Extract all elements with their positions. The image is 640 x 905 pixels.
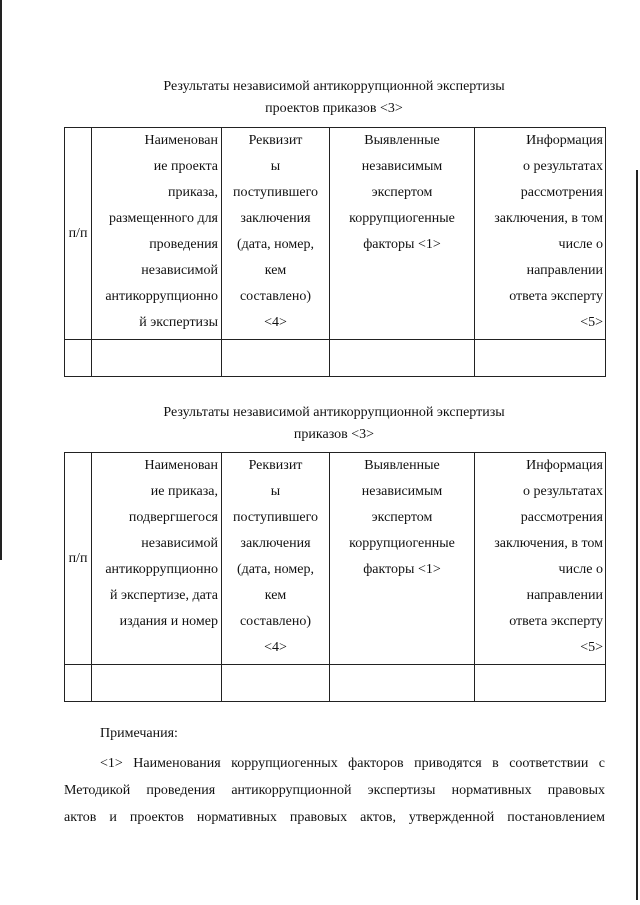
table1-cell[interactable]	[92, 340, 222, 377]
table1-cell[interactable]	[222, 340, 330, 377]
table1-title	[64, 76, 604, 120]
table1-header-number: п/п	[65, 128, 92, 340]
table2-cell[interactable]	[65, 665, 92, 702]
table2-header-number: п/п	[65, 453, 92, 665]
table1-title-line1: Результаты независимой антикоррупционной экспертизы	[163, 79, 505, 94]
page-left-border	[0, 0, 2, 560]
table1-cell[interactable]	[65, 340, 92, 377]
note-1-line1: <1> Наименования коррупциогенных факторов приводятся в соответствии с	[100, 756, 605, 771]
table1-header-factors: Выявленные независимым экспертом коррупциогенные факторы <1>	[330, 128, 475, 340]
table2-header-order-name: Наименован ие приказа, подвергшегося независимой антикоррупционно й экспертизе, дата издания и номер	[92, 453, 222, 665]
table2	[64, 452, 606, 702]
notes-heading: Примечания:	[100, 726, 178, 741]
page-right-border	[636, 170, 638, 900]
table2-title	[64, 402, 604, 446]
table1-cell[interactable]	[475, 340, 606, 377]
table2-cell[interactable]	[92, 665, 222, 702]
table2-title-line1: Результаты независимой антикоррупционной экспертизы	[163, 405, 505, 420]
table2-header-row	[65, 453, 606, 665]
table2-cell[interactable]	[222, 665, 330, 702]
table2-title-line2: приказов <3>	[293, 427, 375, 442]
table1-empty-row	[65, 340, 606, 377]
note-1-line3: актов и проектов нормативных правовых актов, утвержденной постановлением	[64, 810, 605, 825]
table1-header-review-info: Информация о результатах рассмотрения заключения, в том числе о направлении ответа эксперту <5>	[475, 128, 606, 340]
table2-header-factors: Выявленные независимым экспертом коррупциогенные факторы <1>	[330, 453, 475, 665]
table2-header-conclusion-details: Реквизит ы поступившего заключения (дата, номер, кем составлено) <4>	[222, 453, 330, 665]
table1-header-row	[65, 128, 606, 340]
table1-cell[interactable]	[330, 340, 475, 377]
table1	[64, 127, 606, 377]
table2-cell[interactable]	[330, 665, 475, 702]
table2-header-review-info: Информация о результатах рассмотрения заключения, в том числе о направлении ответа эксперту <5>	[475, 453, 606, 665]
table1-title-line2: проектов приказов <3>	[265, 101, 403, 116]
table2-empty-row	[65, 665, 606, 702]
table1-header-draft-name: Наименован ие проекта приказа, размещенного для проведения независимой антикоррупционно й экспертизы	[92, 128, 222, 340]
table2-cell[interactable]	[475, 665, 606, 702]
notes-section	[64, 720, 605, 831]
note-1-line2: Методикой проведения антикоррупционной экспертизы нормативных правовых	[64, 783, 605, 798]
table1-header-conclusion-details: Реквизит ы поступившего заключения (дата, номер, кем составлено) <4>	[222, 128, 330, 340]
